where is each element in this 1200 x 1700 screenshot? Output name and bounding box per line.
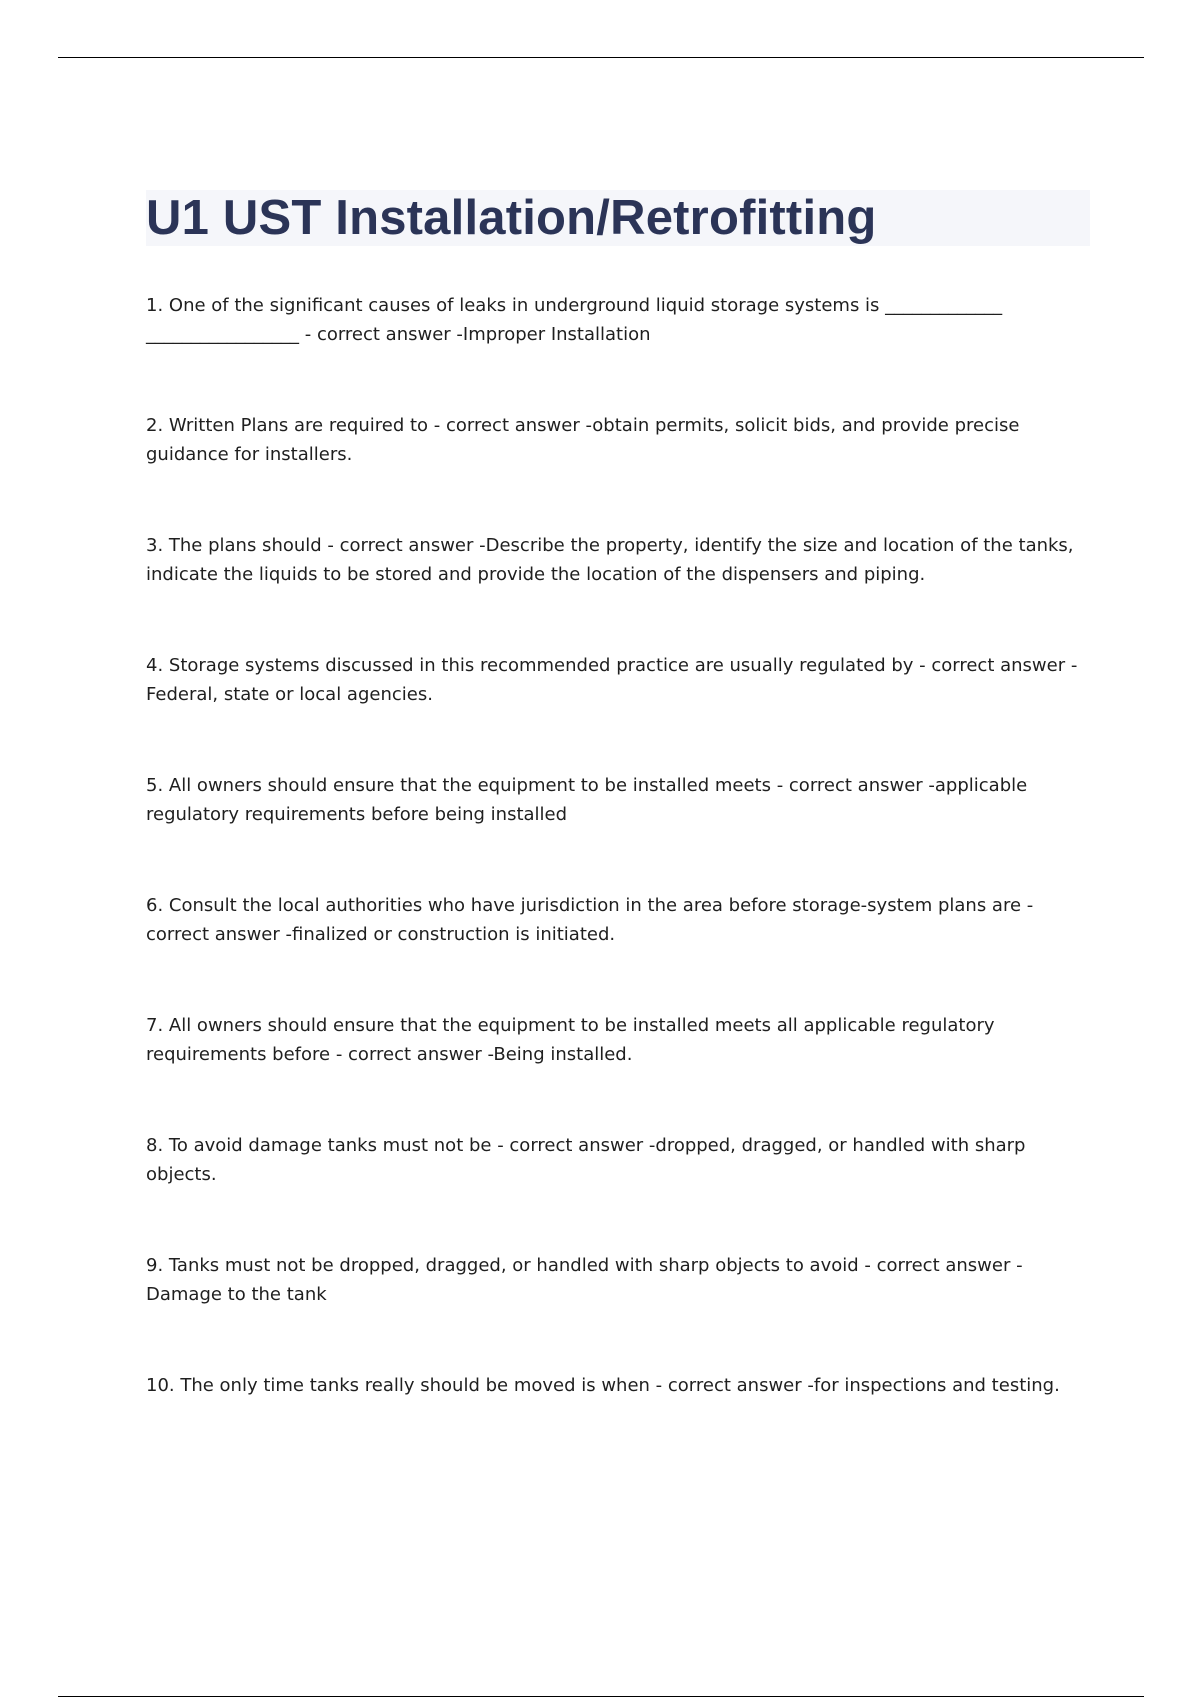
question-text: 3. The plans should - correct answer -Describe the property, identify the size and location of the tanks, indicate the liquids to be stored and provide the location of the dispensers and piping.: [146, 535, 1074, 585]
question-item: [146, 1251, 1092, 1371]
question-text: 8. To avoid damage tanks must not be - correct answer -dropped, dragged, or handled with sharp objects.: [146, 1135, 1026, 1185]
question-item: [146, 291, 1092, 411]
question-text: 6. Consult the local authorities who have jurisdiction in the area before storage-system plans are - correct answer -finalized or construction is initiated.: [146, 895, 1034, 945]
question-item: [146, 531, 1092, 651]
question-text: 10. The only time tanks really should be moved is when - correct answer -for inspections and testing.: [146, 1375, 1060, 1396]
question-text: 5. All owners should ensure that the equipment to be installed meets - correct answer -applicable regulatory requirements before being installed: [146, 775, 1028, 825]
question-item: [146, 651, 1092, 771]
question-item: [146, 1011, 1092, 1131]
question-item: [146, 1371, 1092, 1491]
question-text: 2. Written Plans are required to - correct answer -obtain permits, solicit bids, and provide precise guidance for installers.: [146, 415, 1020, 465]
question-text: 4. Storage systems discussed in this recommended practice are usually regulated by - correct answer -Federal, state or local agencies.: [146, 655, 1078, 705]
question-item: [146, 411, 1092, 531]
page-title: U1 UST Installation/Retrofitting: [146, 191, 877, 245]
question-text: 9. Tanks must not be dropped, dragged, or handled with sharp objects to avoid - correct answer -Damage to the tank: [146, 1255, 1023, 1305]
question-item: [146, 891, 1092, 1011]
question-list: [146, 291, 1092, 1491]
question-text: 7. All owners should ensure that the equipment to be installed meets all applicable regulatory requirements before - correct answer -Being installed.: [146, 1015, 995, 1065]
bottom-rule: [58, 1696, 1144, 1697]
question-item: [146, 771, 1092, 891]
top-rule: [58, 57, 1144, 58]
question-text: 1. One of the significant causes of leaks in underground liquid storage systems is _____________ _________________ - correct answer -Improper Installation: [146, 295, 1003, 345]
question-item: [146, 1131, 1092, 1251]
